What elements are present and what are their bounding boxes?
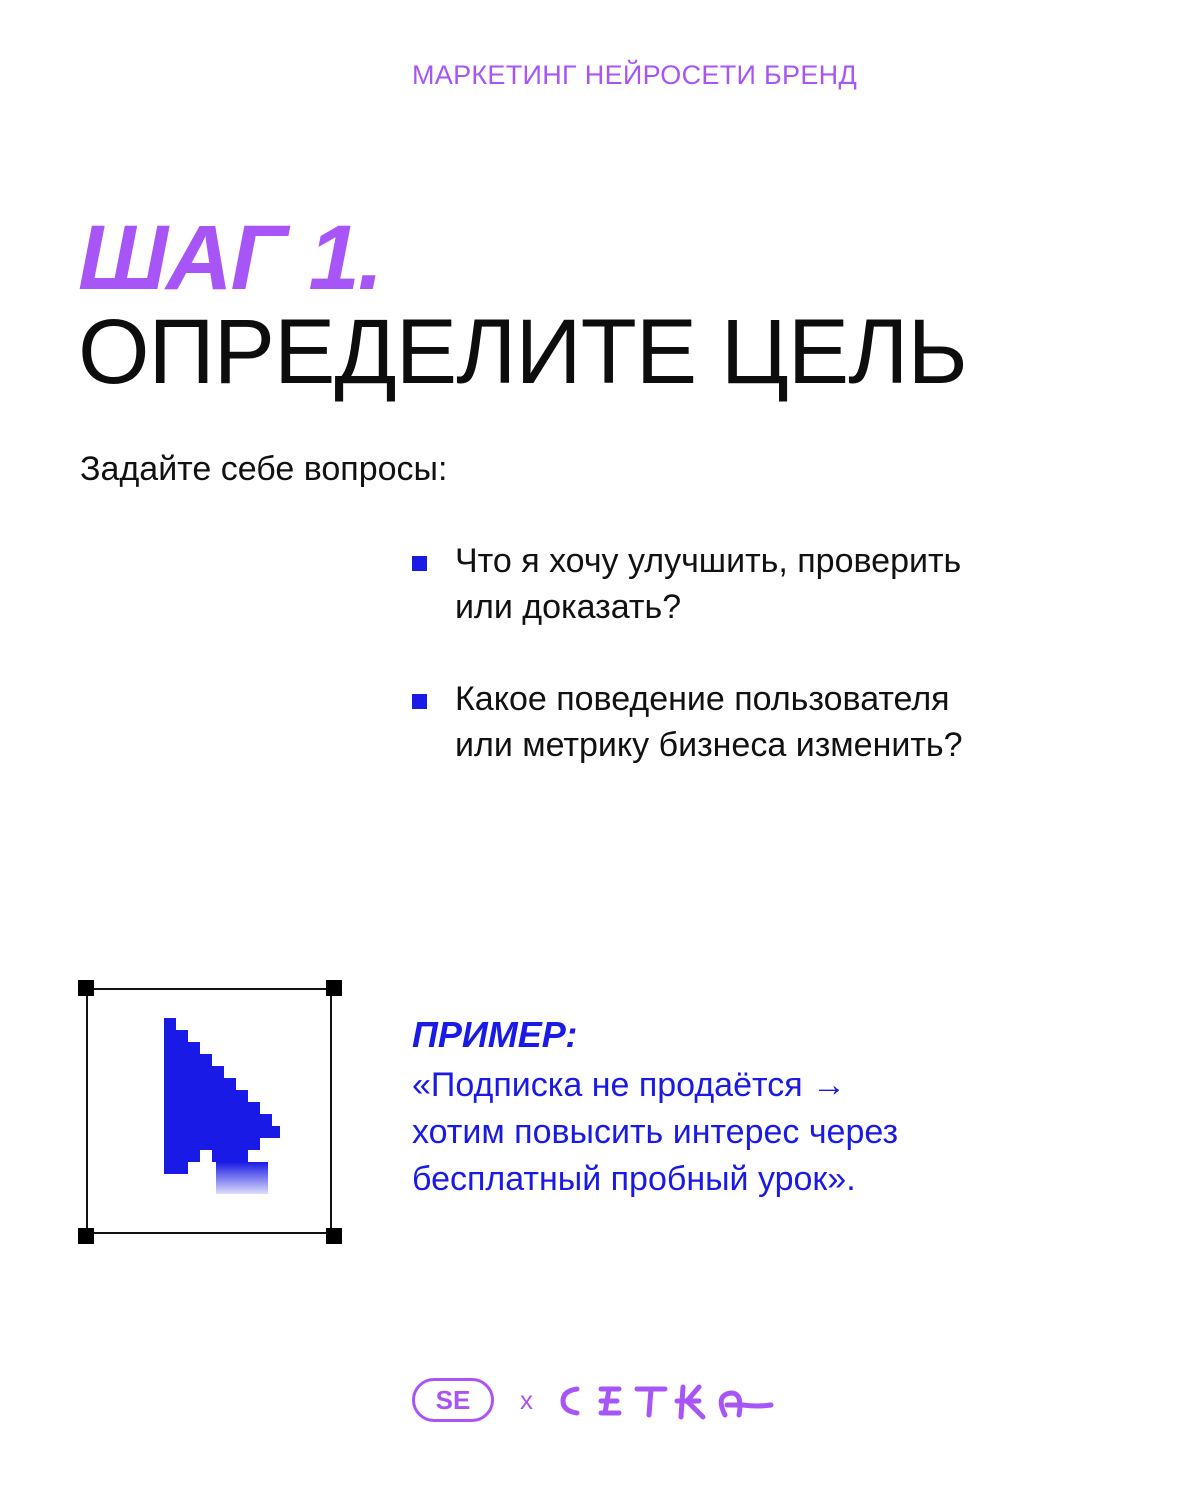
- step-label: ШАГ 1.: [78, 207, 382, 309]
- square-bullet-icon: [412, 694, 427, 709]
- question-line: Какое поведение пользователя: [455, 680, 950, 718]
- separator-text: x: [520, 1384, 533, 1415]
- example-line: «Подписка не продаётся →: [412, 1066, 847, 1104]
- list-item: [412, 538, 1112, 630]
- example-line: хотим повысить интерес через: [412, 1113, 899, 1151]
- square-bullet-icon: [412, 556, 427, 571]
- page-title: ОПРЕДЕЛИТЕ ЦЕЛЬ: [78, 301, 967, 403]
- selection-handle-icon: [326, 980, 342, 996]
- pixel-cursor-icon: [160, 1018, 290, 1198]
- header-tags: МАРКЕТИНГ НЕЙРОСЕТИ БРЕНД: [412, 60, 858, 90]
- intro-text: Задайте себе вопросы:: [80, 450, 448, 488]
- list-item: [412, 676, 1112, 768]
- question-line: или доказать?: [455, 588, 682, 626]
- selection-handle-icon: [326, 1228, 342, 1244]
- selection-handle-icon: [78, 1228, 94, 1244]
- example-title: ПРИМЕР:: [412, 1014, 578, 1055]
- footer-logos: [412, 1372, 817, 1428]
- example-text: [412, 1062, 1112, 1203]
- question-list: [412, 538, 1112, 814]
- question-line: или метрику бизнеса изменить?: [455, 726, 963, 764]
- example-line: бесплатный пробный урок».: [412, 1160, 856, 1198]
- setka-logo: [557, 1375, 817, 1425]
- selection-handle-icon: [78, 980, 94, 996]
- se-logo: SE: [412, 1378, 494, 1422]
- question-line: Что я хочу улучшить, проверить: [455, 542, 962, 580]
